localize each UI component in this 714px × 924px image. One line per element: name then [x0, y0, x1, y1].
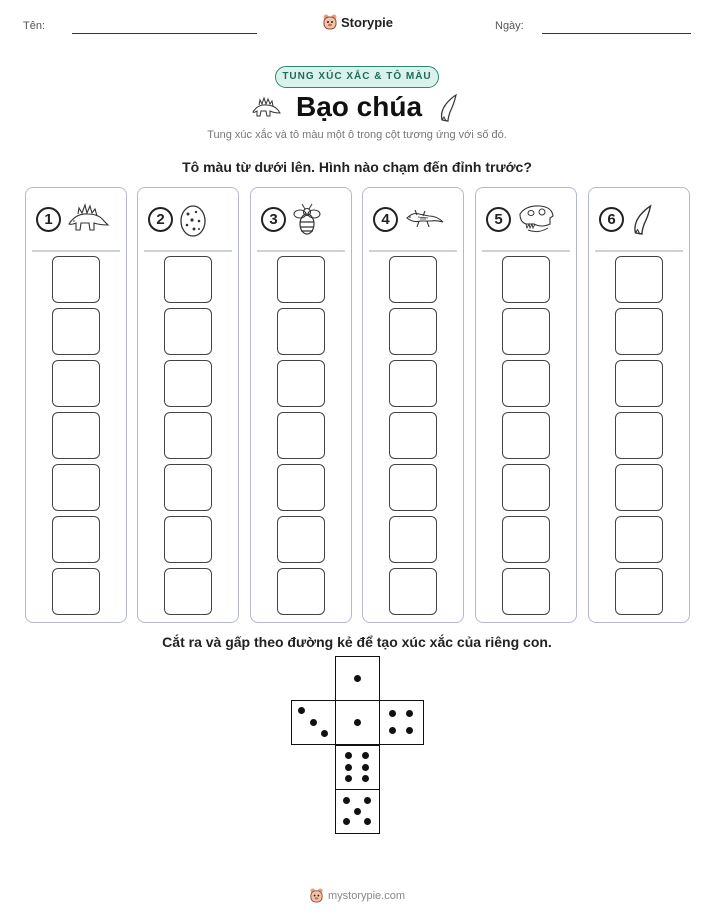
color-cell[interactable]	[502, 308, 550, 355]
column-divider	[482, 250, 570, 252]
instruction: Tô màu từ dưới lên. Hình nào chạm đến đỉnh trước?	[182, 159, 532, 175]
brand-name: Storypie	[341, 14, 394, 30]
die-pip	[343, 818, 350, 825]
column-6	[588, 187, 690, 623]
color-cell[interactable]	[164, 568, 212, 615]
die-face-1	[335, 656, 380, 701]
column-2	[137, 187, 239, 623]
column-number: 2	[148, 207, 173, 232]
die-pip	[362, 764, 369, 771]
color-cell[interactable]	[52, 568, 100, 615]
die-pip	[364, 818, 371, 825]
die-pip	[343, 797, 350, 804]
column-divider	[32, 250, 120, 252]
column-number: 5	[486, 207, 511, 232]
column-header	[486, 202, 570, 238]
color-cell[interactable]	[164, 308, 212, 355]
die-pip	[354, 675, 361, 682]
column-number: 4	[373, 207, 398, 232]
die-pip	[389, 710, 396, 717]
footer	[309, 887, 405, 904]
die-face-3	[291, 700, 336, 745]
color-cell[interactable]	[615, 464, 663, 511]
activity-tag: TUNG XÚC XẮC & TÔ MÀU	[275, 66, 439, 88]
column-5	[475, 187, 577, 623]
die-pip	[362, 752, 369, 759]
claw-icon	[436, 92, 462, 124]
date-label: Ngày:	[495, 20, 524, 32]
column-divider	[595, 250, 683, 252]
column-4	[362, 187, 464, 623]
color-cell[interactable]	[164, 464, 212, 511]
die-pip	[345, 752, 352, 759]
color-cell[interactable]	[277, 464, 325, 511]
die-pip	[364, 797, 371, 804]
column-divider	[257, 250, 345, 252]
color-cell[interactable]	[615, 308, 663, 355]
color-cell[interactable]	[389, 568, 437, 615]
die-face-6	[335, 745, 380, 790]
color-cell[interactable]	[52, 308, 100, 355]
column-number: 1	[36, 207, 61, 232]
color-cell[interactable]	[52, 412, 100, 459]
color-cell[interactable]	[502, 412, 550, 459]
column-divider	[369, 250, 457, 252]
die-pip	[310, 719, 317, 726]
column-header	[261, 202, 345, 238]
color-cell[interactable]	[389, 412, 437, 459]
color-cell[interactable]	[615, 360, 663, 407]
footer-url[interactable]: mystorypie.com	[328, 889, 406, 902]
column-header	[373, 202, 457, 238]
color-cell[interactable]	[277, 360, 325, 407]
color-cell[interactable]	[164, 412, 212, 459]
die-pip	[354, 719, 361, 726]
color-cell[interactable]	[615, 256, 663, 303]
column-header	[148, 202, 232, 238]
stegosaurus-icon	[250, 96, 282, 118]
die-pip	[354, 808, 361, 815]
color-cell[interactable]	[615, 516, 663, 563]
die-pip	[298, 707, 305, 714]
color-cell[interactable]	[277, 568, 325, 615]
color-cell[interactable]	[615, 412, 663, 459]
date-line[interactable]	[542, 33, 691, 34]
color-cell[interactable]	[502, 568, 550, 615]
color-cell[interactable]	[52, 360, 100, 407]
die-pip	[321, 730, 328, 737]
color-cell[interactable]	[52, 256, 100, 303]
page-title: Bạo chúa	[296, 91, 423, 122]
storypie-mascot-icon	[309, 887, 324, 904]
column-divider	[144, 250, 232, 252]
color-cell[interactable]	[502, 516, 550, 563]
color-cell[interactable]	[277, 256, 325, 303]
color-cell[interactable]	[389, 256, 437, 303]
column-number: 6	[599, 207, 624, 232]
die-face-4	[379, 700, 424, 745]
color-cell[interactable]	[389, 464, 437, 511]
color-cell[interactable]	[277, 412, 325, 459]
color-cell[interactable]	[615, 568, 663, 615]
die-pip	[406, 727, 413, 734]
color-cell[interactable]	[389, 308, 437, 355]
storypie-mascot-icon	[322, 13, 338, 31]
die-face-5	[335, 789, 380, 834]
claw-icon	[629, 202, 657, 243]
name-label: Tên:	[23, 20, 46, 32]
die-pip	[389, 727, 396, 734]
color-cell[interactable]	[389, 360, 437, 407]
die-pip	[345, 764, 352, 771]
die-pip	[345, 775, 352, 782]
die-face-1	[335, 700, 380, 745]
color-cell[interactable]	[389, 516, 437, 563]
lizard-icon	[403, 202, 447, 237]
color-cell[interactable]	[502, 464, 550, 511]
dinosaur-egg-icon	[178, 202, 208, 243]
color-cell[interactable]	[277, 516, 325, 563]
name-line[interactable]	[72, 33, 257, 34]
column-header	[599, 202, 683, 238]
dinosaur-skull-icon	[516, 202, 556, 241]
column-3	[250, 187, 352, 623]
cut-instruction: Cắt ra và gấp theo đường kẻ để tạo xúc xắc của riêng con.	[162, 634, 552, 650]
color-cell[interactable]	[52, 464, 100, 511]
color-cell[interactable]	[164, 360, 212, 407]
color-cell[interactable]	[52, 516, 100, 563]
subtitle: Tung xúc xắc và tô màu một ô trong cột tương ứng với số đó.	[207, 129, 507, 141]
column-number: 3	[261, 207, 286, 232]
color-cell[interactable]	[164, 256, 212, 303]
color-cell[interactable]	[277, 308, 325, 355]
bee-icon	[291, 202, 323, 243]
color-cell[interactable]	[502, 360, 550, 407]
title-row	[0, 88, 714, 128]
die-pip	[362, 775, 369, 782]
stegosaurus-icon	[66, 202, 110, 237]
column-header	[36, 202, 120, 238]
color-cell[interactable]	[164, 516, 212, 563]
column-1	[25, 187, 127, 623]
color-cell[interactable]	[502, 256, 550, 303]
die-pip	[406, 710, 413, 717]
brand-logo	[322, 13, 393, 31]
